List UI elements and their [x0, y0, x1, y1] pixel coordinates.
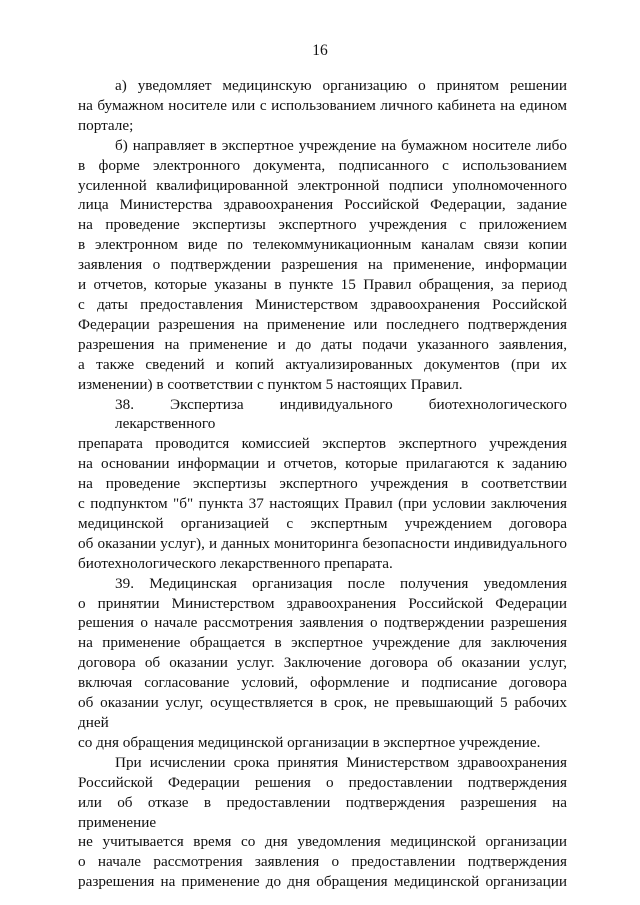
- text-line: 39. Медицинская организация после получения уведомления: [115, 574, 567, 592]
- text-line: лица Министерства здравоохранения Российской Федерации, задание: [78, 196, 567, 214]
- text-line: Российской Федерации решения о предоставлении подтверждения: [78, 773, 567, 791]
- text-line: на основании информации и отчетов, которые прилагаются к заданию: [78, 455, 567, 473]
- text-line: не учитывается время со дня уведомления медицинской организации: [78, 833, 567, 851]
- text-line: на применение обращается в экспертное учреждение для заключения: [78, 634, 567, 652]
- paragraph-item-39: [78, 574, 567, 753]
- text-line: о принятии Министерством здравоохранения Российской Федерации: [78, 594, 567, 612]
- text-line: включая согласование условий, оформление и подписание договора: [78, 674, 567, 692]
- text-line: об оказании услуг), и данных мониторинга безопасности индивидуального: [78, 534, 567, 552]
- text-line: на бумажном носителе или с использованием личного кабинета на едином: [78, 96, 567, 114]
- text-line: разрешения на применение и до даты подачи указанного заявления,: [78, 335, 567, 353]
- text-line: о начале рассмотрения заявления о предоставлении подтверждения: [78, 853, 567, 871]
- text-line: решения о начале рассмотрения заявления о подтверждении разрешения: [78, 614, 567, 632]
- text-line: заявления о подтверждении разрешения на применение, информации: [78, 256, 567, 274]
- text-line: При исчислении срока принятия Министерством здравоохранения: [115, 753, 567, 771]
- text-line: об оказании услуг, осуществляется в срок, не превышающий 5 рабочих дней: [78, 694, 567, 731]
- text-line: а также сведений и копий актуализированных документов (при их: [78, 355, 567, 373]
- text-line: разрешения на применение до дня обращения медицинской организации: [78, 873, 567, 891]
- text-line: договора об оказании услуг. Заключение договора об оказании услуг,: [78, 654, 567, 672]
- paragraph-item-39-continuation: [78, 753, 567, 892]
- text-line: медицинской организацией с экспертным учреждением договора: [78, 514, 567, 532]
- text-line: на проведение экспертизы экспертного учреждения в соответствии: [78, 475, 567, 493]
- paragraph-item-b: [78, 136, 567, 395]
- paragraph-item-a: [78, 76, 567, 136]
- text-line: и отчетов, которые указаны в пункте 15 Правил обращения, за период: [78, 276, 567, 294]
- page-number: 16: [312, 42, 328, 59]
- text-line: б) направляет в экспертное учреждение на бумажном носителе либо: [115, 136, 567, 154]
- text-line: или об отказе в предоставлении подтверждения разрешения на применение: [78, 793, 567, 831]
- text-line: биотехнологического лекарственного препарата.: [78, 554, 393, 572]
- text-line: с подпунктом "б" пункта 37 настоящих Правил (при условии заключения: [78, 495, 567, 513]
- text-line: в форме электронного документа, подписанного с использованием: [78, 156, 567, 174]
- text-line: усиленной квалифицированной электронной подписи уполномоченного: [78, 176, 567, 194]
- text-line: а) уведомляет медицинскую организацию о принятом решении: [115, 77, 567, 94]
- text-line: портале;: [78, 116, 134, 134]
- text-line: препарата проводится комиссией экспертов экспертного учреждения: [78, 435, 567, 453]
- document-body: [78, 76, 567, 892]
- text-line: с даты предоставления Министерством здравоохранения Российской: [78, 295, 567, 313]
- text-line: на проведение экспертизы экспертного учреждения с приложением: [78, 216, 567, 234]
- text-line: 38. Экспертиза индивидуального биотехнологического лекарственного: [115, 395, 567, 433]
- paragraph-item-38: [78, 395, 567, 574]
- text-line: в электронном виде по телекоммуникационным каналам связи копии: [78, 236, 567, 254]
- text-line: Федерации разрешения на применение или последнего подтверждения: [78, 315, 567, 333]
- text-line: со дня обращения медицинской организации в экспертное учреждение.: [78, 733, 541, 751]
- text-line: изменении) в соответствии с пунктом 5 настоящих Правил.: [78, 375, 463, 393]
